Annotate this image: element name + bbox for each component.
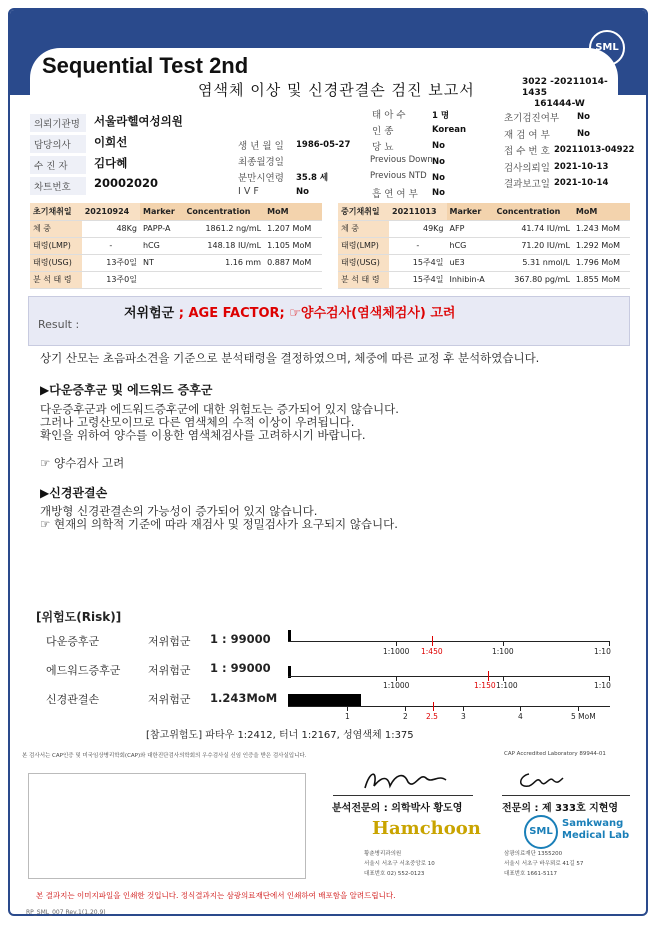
result-value: [124, 302, 455, 321]
hamchoon-logo: Hamchoon: [372, 818, 481, 839]
first-date-value: 20210924: [82, 203, 140, 220]
right-signer: 전문의 : 제 333호 지현영: [502, 803, 619, 814]
first-marker-conc: 1861.2 ng/mL: [184, 220, 265, 237]
signature-line-right: [502, 795, 630, 796]
left-lab-line: 대표번호 02) 552-0123: [364, 871, 425, 877]
examinee-value: 김다혜: [94, 156, 128, 170]
second-analysis-label: 분 석 태 령: [338, 271, 389, 288]
signature-line-left: [333, 795, 473, 796]
first-weight-label: 체 중: [30, 220, 82, 237]
cap-notice: 본 검사서는 CAP인증 및 미국임상병리학회(CAP)와 대한진단검사의학회의 우수검사실 신임 인증을 받은 검사실입니다.: [22, 753, 307, 759]
edwards-risk-group: 저위험군: [148, 664, 191, 677]
prevdown-value: No: [432, 157, 445, 167]
edwards-tick-label: 1:1000: [383, 681, 410, 690]
down-tick: [503, 641, 504, 646]
ntd-tick-label: 2.5: [426, 712, 438, 721]
edwards-risk-axis: [288, 676, 610, 677]
first-analysis-value: 13주0일: [82, 271, 140, 288]
ntd-tick: [520, 706, 521, 711]
down-risk-value: 1 : 99000: [210, 632, 271, 646]
ntd-risk-axis: [288, 706, 610, 707]
second-analysis-value: 15주4일: [389, 271, 446, 288]
second-date-label: 중기채취일: [338, 203, 389, 220]
first-marker-conc: 148.18 IU/mL: [184, 237, 265, 254]
report-code-line2: 161444-W: [534, 99, 585, 109]
right-lab-line: 서울시 서초구 바우뫼로 41길 57: [504, 861, 584, 867]
retest-value: No: [577, 129, 590, 139]
result-label: Result :: [38, 318, 80, 331]
first-exam-label: 초기검진여부: [504, 113, 560, 124]
second-usg-value: 15주4일: [389, 254, 446, 271]
edwards-cutoff-tick: [488, 671, 489, 681]
sml-logo: SML: [589, 30, 625, 66]
smoke-label: 흡 연 여 부: [372, 189, 418, 200]
down-edwards-line: 다운증후군과 에드워드증후군에 대한 위험도는 증가되어 있지 않습니다.: [40, 402, 399, 416]
age-label: 분만시연령: [238, 173, 284, 184]
left-lab-line: 서울시 서초구 서초중앙로 10: [364, 861, 435, 867]
chart-value: 20002020: [94, 176, 159, 190]
prevntd-label: Previous NTD: [370, 171, 427, 181]
retest-label: 재 검 여 부: [504, 130, 550, 141]
second-marker-name: uE3: [447, 254, 494, 271]
down-risk-name: 다운증후군: [46, 635, 100, 648]
left-signer: 분석전문의 : 의학박사 황도영: [332, 803, 463, 814]
first-marker-mom: 1.207 MoM: [264, 220, 322, 237]
second-lmp-label: 태령(LMP): [338, 237, 389, 254]
signature-left: [360, 768, 450, 794]
age-value: 35.8 세: [296, 173, 329, 183]
ntd-tick: [347, 706, 348, 711]
second-marker-conc: 367.80 pg/mL: [493, 271, 572, 288]
down-tick-label: 1:100: [492, 647, 514, 656]
report-title: Sequential Test 2nd: [42, 53, 249, 78]
first-marker-conc: 1.16 mm: [184, 254, 265, 271]
second-lmp-value: -: [389, 237, 446, 254]
first-usg-value: 13주0일: [82, 254, 140, 271]
samkwang-name: Samkwang: [562, 818, 624, 829]
race-label: 인 종: [372, 126, 394, 137]
right-lab-line: 대표번호 1661-5117: [504, 871, 557, 877]
first-col-mom: MoM: [264, 203, 322, 220]
down-tick-label: 1:10: [594, 647, 611, 656]
samkwang-sub: Medical Lab: [562, 830, 630, 841]
second-marker-mom: 1.292 MoM: [573, 237, 630, 254]
request-date-value: 2021-10-13: [554, 162, 609, 172]
race-value: Korean: [432, 125, 467, 135]
examinee-label: 수 진 자: [30, 156, 86, 174]
ntd-tick: [578, 706, 579, 711]
down-tick: [609, 641, 610, 646]
prevdown-label: Previous Down: [370, 155, 433, 165]
reference-risk-note: [참고위험도] 파타우 1:2412, 터너 1:2167, 성염색체 1:375: [146, 730, 414, 741]
down-tick: [396, 641, 397, 646]
down-risk-axis: [288, 641, 610, 642]
chart-label: 차트번호: [30, 177, 86, 195]
second-marker-name: AFP: [447, 220, 494, 237]
ntd-tick-label: 2: [403, 712, 408, 721]
report-subtitle: 염색체 이상 및 신경관결손 검진 보고서: [198, 81, 475, 99]
receipt-label: 접 수 번 호: [504, 146, 550, 157]
first-weight-value: 48Kg: [82, 220, 140, 237]
report-date-value: 2021-10-14: [554, 178, 609, 188]
institution-label: 의뢰기관명: [30, 114, 86, 132]
diabetes-value: No: [432, 141, 445, 151]
result-age-factor: ; AGE FACTOR; ☞양수검사(염색체검사) 고려: [178, 306, 456, 321]
request-date-label: 검사의뢰일: [504, 163, 550, 174]
first-marker-mom: 1.105 MoM: [264, 237, 322, 254]
ntd-risk-name: 신경관결손: [46, 693, 100, 706]
down-tick-label: 1:450: [421, 647, 443, 656]
down-cutoff-tick: [432, 636, 433, 646]
ntd-tick-label: 1: [345, 712, 350, 721]
prevntd-value: No: [432, 173, 445, 183]
second-date-value: 20211013: [389, 203, 446, 220]
first-marker-name: PAPP-A: [140, 220, 184, 237]
doctor-value: 이희선: [94, 135, 128, 149]
first-marker-name: NT: [140, 254, 184, 271]
first-lmp-label: 태령(LMP): [30, 237, 82, 254]
form-code: RP_SML_007 Rev.1(1.20.9): [26, 909, 106, 916]
second-marker-mom: 1.796 MoM: [573, 254, 630, 271]
edwards-tick-label: 1:150: [474, 681, 496, 690]
intro-text: 상기 산모는 초음파소견을 기준으로 분석태령을 결정하였으며, 체중에 따른 교정 후 분석하였습니다.: [40, 351, 540, 365]
result-risk-group: 저위험군: [124, 306, 179, 321]
fetus-value: 1 명: [432, 111, 450, 121]
first-marker-mom: 0.887 MoM: [264, 254, 322, 271]
receipt-value: 20211013-04922: [554, 145, 635, 155]
report-date-label: 결과보고일: [504, 179, 550, 190]
first-date-label: 초기채취일: [30, 203, 82, 220]
ntd-risk-group: 저위험군: [148, 693, 191, 706]
ntd-tick-label: 5 MoM: [571, 712, 596, 721]
second-marker-mom: 1.855 MoM: [573, 271, 630, 288]
second-usg-label: 태령(USG): [338, 254, 389, 271]
second-weight-value: 49Kg: [389, 220, 446, 237]
ivf-value: No: [296, 187, 309, 197]
second-trimester-table: [338, 203, 630, 289]
second-col-marker: Marker: [447, 203, 494, 220]
edwards-tick-label: 1:10: [594, 681, 611, 690]
risk-heading: [위험도(Risk)]: [36, 610, 122, 624]
first-col-marker: Marker: [140, 203, 184, 220]
second-col-conc: Concentration: [493, 203, 572, 220]
dob-label: 생 년 월 일: [238, 141, 284, 152]
diabetes-label: 당 뇨: [372, 142, 394, 153]
ntd-tick-label: 4: [518, 712, 523, 721]
second-marker-name: Inhibin-A: [447, 271, 494, 288]
ntd-risk-bar: [288, 694, 361, 706]
ntd-heading: ▶신경관결손: [40, 486, 108, 500]
edwards-tick-label: 1:100: [496, 681, 518, 690]
ntd-tick: [405, 706, 406, 711]
samkwang-logo-text: [562, 818, 629, 842]
ntd-line: ☞ 현재의 의학적 기준에 따라 재검사 및 정밀검사가 요구되지 않습니다.: [40, 517, 398, 531]
sml-seal-logo: SML: [524, 815, 558, 849]
comment-box: [28, 773, 306, 879]
right-lab-line: 삼광의료재단 1355200: [504, 851, 563, 857]
edwards-risk-name: 에드워드증후군: [46, 664, 121, 677]
down-edwards-line: 그러나 고령산모이므로 다른 염색체의 수적 이상이 우려됩니다.: [40, 415, 355, 429]
ntd-tick-label: 3: [461, 712, 466, 721]
first-marker-name: hCG: [140, 237, 184, 254]
first-usg-label: 태령(USG): [30, 254, 82, 271]
ivf-label: I V F: [238, 186, 259, 197]
second-weight-label: 체 중: [338, 220, 389, 237]
institution-value: 서울라헬여성의원: [94, 114, 183, 128]
fetus-label: 태 아 수: [372, 110, 406, 121]
down-edwards-line: 확인을 위하여 양수를 이용한 염색체검사를 고려하시기 바랍니다.: [40, 428, 366, 442]
dob-value: 1986-05-27: [296, 140, 351, 150]
first-exam-value: No: [577, 112, 590, 122]
left-lab-line: 황춘병리과의원: [364, 851, 402, 857]
report-code-line1: 3022 -20211014-1435: [522, 77, 608, 98]
down-tick-label: 1:1000: [383, 647, 410, 656]
second-marker-conc: 41.74 IU/mL: [493, 220, 572, 237]
second-col-mom: MoM: [573, 203, 630, 220]
cap-accreditation: CAP Accredited Laboratory 89944-01: [504, 751, 606, 757]
amnio-recommendation: ☞ 양수검사 고려: [40, 456, 125, 470]
first-analysis-label: 분 석 태 령: [30, 271, 82, 288]
edwards-risk-value: 1 : 99000: [210, 661, 271, 675]
second-marker-mom: 1.243 MoM: [573, 220, 630, 237]
lmp-label: 최종월경일: [238, 157, 284, 168]
first-col-conc: Concentration: [184, 203, 265, 220]
down-edwards-heading: ▶다운증후군 및 에드워드 증후군: [40, 383, 213, 397]
footer-notice: 본 결과지는 이미지파일을 인쇄한 것입니다. 정식결과지는 삼광의료재단에서 인쇄하여 배포함을 알려드립니다.: [36, 891, 396, 900]
report-code: [522, 77, 622, 110]
ntd-risk-value: 1.243MoM: [210, 691, 278, 705]
second-marker-conc: 5.31 nmol/L: [493, 254, 572, 271]
ntd-line: 개방형 신경관결손의 가능성이 증가되어 있지 않습니다.: [40, 504, 318, 518]
second-marker-name: hCG: [447, 237, 494, 254]
ntd-cutoff-tick: [433, 702, 434, 711]
first-trimester-table: [30, 203, 322, 289]
signature-right: [515, 768, 565, 792]
ntd-tick: [463, 706, 464, 711]
doctor-label: 담당의사: [30, 135, 86, 153]
first-lmp-value: -: [82, 237, 140, 254]
smoke-value: No: [432, 188, 445, 198]
down-risk-group: 저위험군: [148, 635, 191, 648]
second-marker-conc: 71.20 IU/mL: [493, 237, 572, 254]
